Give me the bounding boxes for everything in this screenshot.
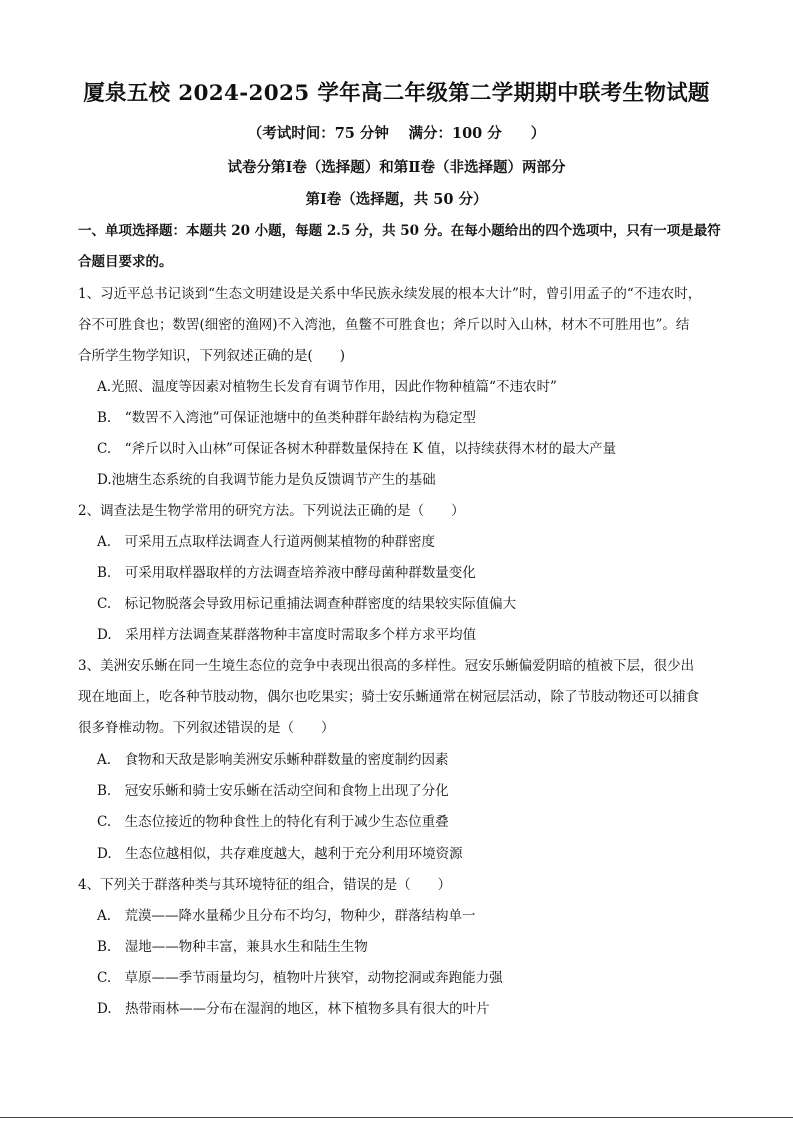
question-1-stem-line-1: 1、习近平总书记谈到“生态文明建设是关系中华民族永续发展的根本大计”时，曾引用孟子的“不违农时， [78, 286, 702, 302]
question-3-option-a: A. 食物和天敌是影响美洲安乐蜥种群数量的密度制约因素 [97, 752, 449, 768]
question-3-stem-line-3: 很多脊椎动物。下列叙述错误的是（ ） [78, 720, 335, 736]
question-1-option-d: D.池塘生态系统的自我调节能力是负反馈调节产生的基础 [97, 472, 436, 488]
question-3-option-d: D. 生态位越相似，共存难度越大，越利于充分利用环境资源 [97, 846, 463, 862]
question-4-option-d: D. 热带雨林——分布在湿润的地区，林下植物多具有很大的叶片 [97, 1001, 490, 1017]
question-2-option-a: A. 可采用五点取样法调查人行道两侧某植物的种群密度 [97, 534, 436, 550]
question-3-option-b: B. 冠安乐蜥和骑士安乐蜥在活动空间和食物上出现了分化 [97, 783, 449, 799]
question-3-stem-line-1: 3、美洲安乐蜥在同一生境生态位的竞争中表现出很高的多样性。冠安乐蜥偏爱阴暗的植被下层，很少出 [78, 658, 695, 674]
question-4-option-c: C. 草原——季节雨量均匀，植物叶片狭窄，动物挖洞或奔跑能力强 [97, 970, 503, 986]
question-2-option-b: B. 可采用取样器取样的方法调查培养液中酵母菌种群数量变化 [97, 565, 476, 581]
paper-structure: 试卷分第Ⅰ卷（选择题）和第Ⅱ卷（非选择题）两部分 [227, 159, 566, 176]
question-3-option-c: C. 生态位接近的物种食性上的特化有利于减少生态位重叠 [97, 814, 449, 830]
question-4-option-b: B. 湿地——物种丰富，兼具水生和陆生生物 [97, 939, 368, 955]
question-1-option-c: C. “斧斤以时入山林”可保证各树木种群数量保持在 K 值，以持续获得木材的最大产量 [97, 441, 617, 457]
question-3-stem-line-2: 现在地面上，吃各种节肢动物，偶尔也吃果实；骑士安乐蜥通常在树冠层活动，除了节肢动物还可以捕食 [78, 689, 699, 705]
exam-info: （考试时间：75 分钟 满分：100 分 ） [247, 125, 546, 142]
question-2-option-d: D. 采用样方法调查某群落物种丰富度时需取多个样方求平均值 [97, 627, 477, 643]
section-instructions: 一、单项选择题：本题共 20 小题，每题 2.5 分，共 50 分。在每小题给出的四个选项中，只有一项是最符 [78, 223, 721, 239]
question-2-stem: 2、调查法是生物学常用的研究方法。下列说法正确的是（ ） [78, 503, 465, 519]
question-1-stem-line-2: 谷不可胜食也；数罟(细密的渔网)不入湾池，鱼鳖不可胜食也；斧斤以时入山林，材木不可胜用也”。结 [78, 317, 690, 333]
question-2-option-c: C. 标记物脱落会导致用标记重捕法调查种群密度的结果较实际值偏大 [97, 596, 517, 612]
question-4-option-a: A. 荒漠——降水量稀少且分布不均匀，物种少，群落结构单一 [97, 908, 476, 924]
question-1-option-b: B. “数罟不入湾池”可保证池塘中的鱼类种群年龄结构为稳定型 [97, 410, 477, 426]
section-instructions-cont: 合题目要求的。 [78, 254, 173, 270]
part1-heading: 第Ⅰ卷（选择题，共 50 分） [305, 191, 488, 208]
question-1-stem-line-3: 合所学生物学知识，下列叙述正确的是( ) [78, 348, 346, 364]
question-1-option-a: A.光照、温度等因素对植物生长发育有调节作用，因此作物种植篇“不违农时” [97, 379, 557, 395]
exam-title: 厦泉五校 2024-2025 学年高二年级第二学期期中联考生物试题 [83, 81, 710, 106]
page-bottom-divider [0, 1117, 793, 1118]
question-4-stem: 4、下列关于群落种类与其环境特征的组合，错误的是（ ） [78, 877, 452, 893]
